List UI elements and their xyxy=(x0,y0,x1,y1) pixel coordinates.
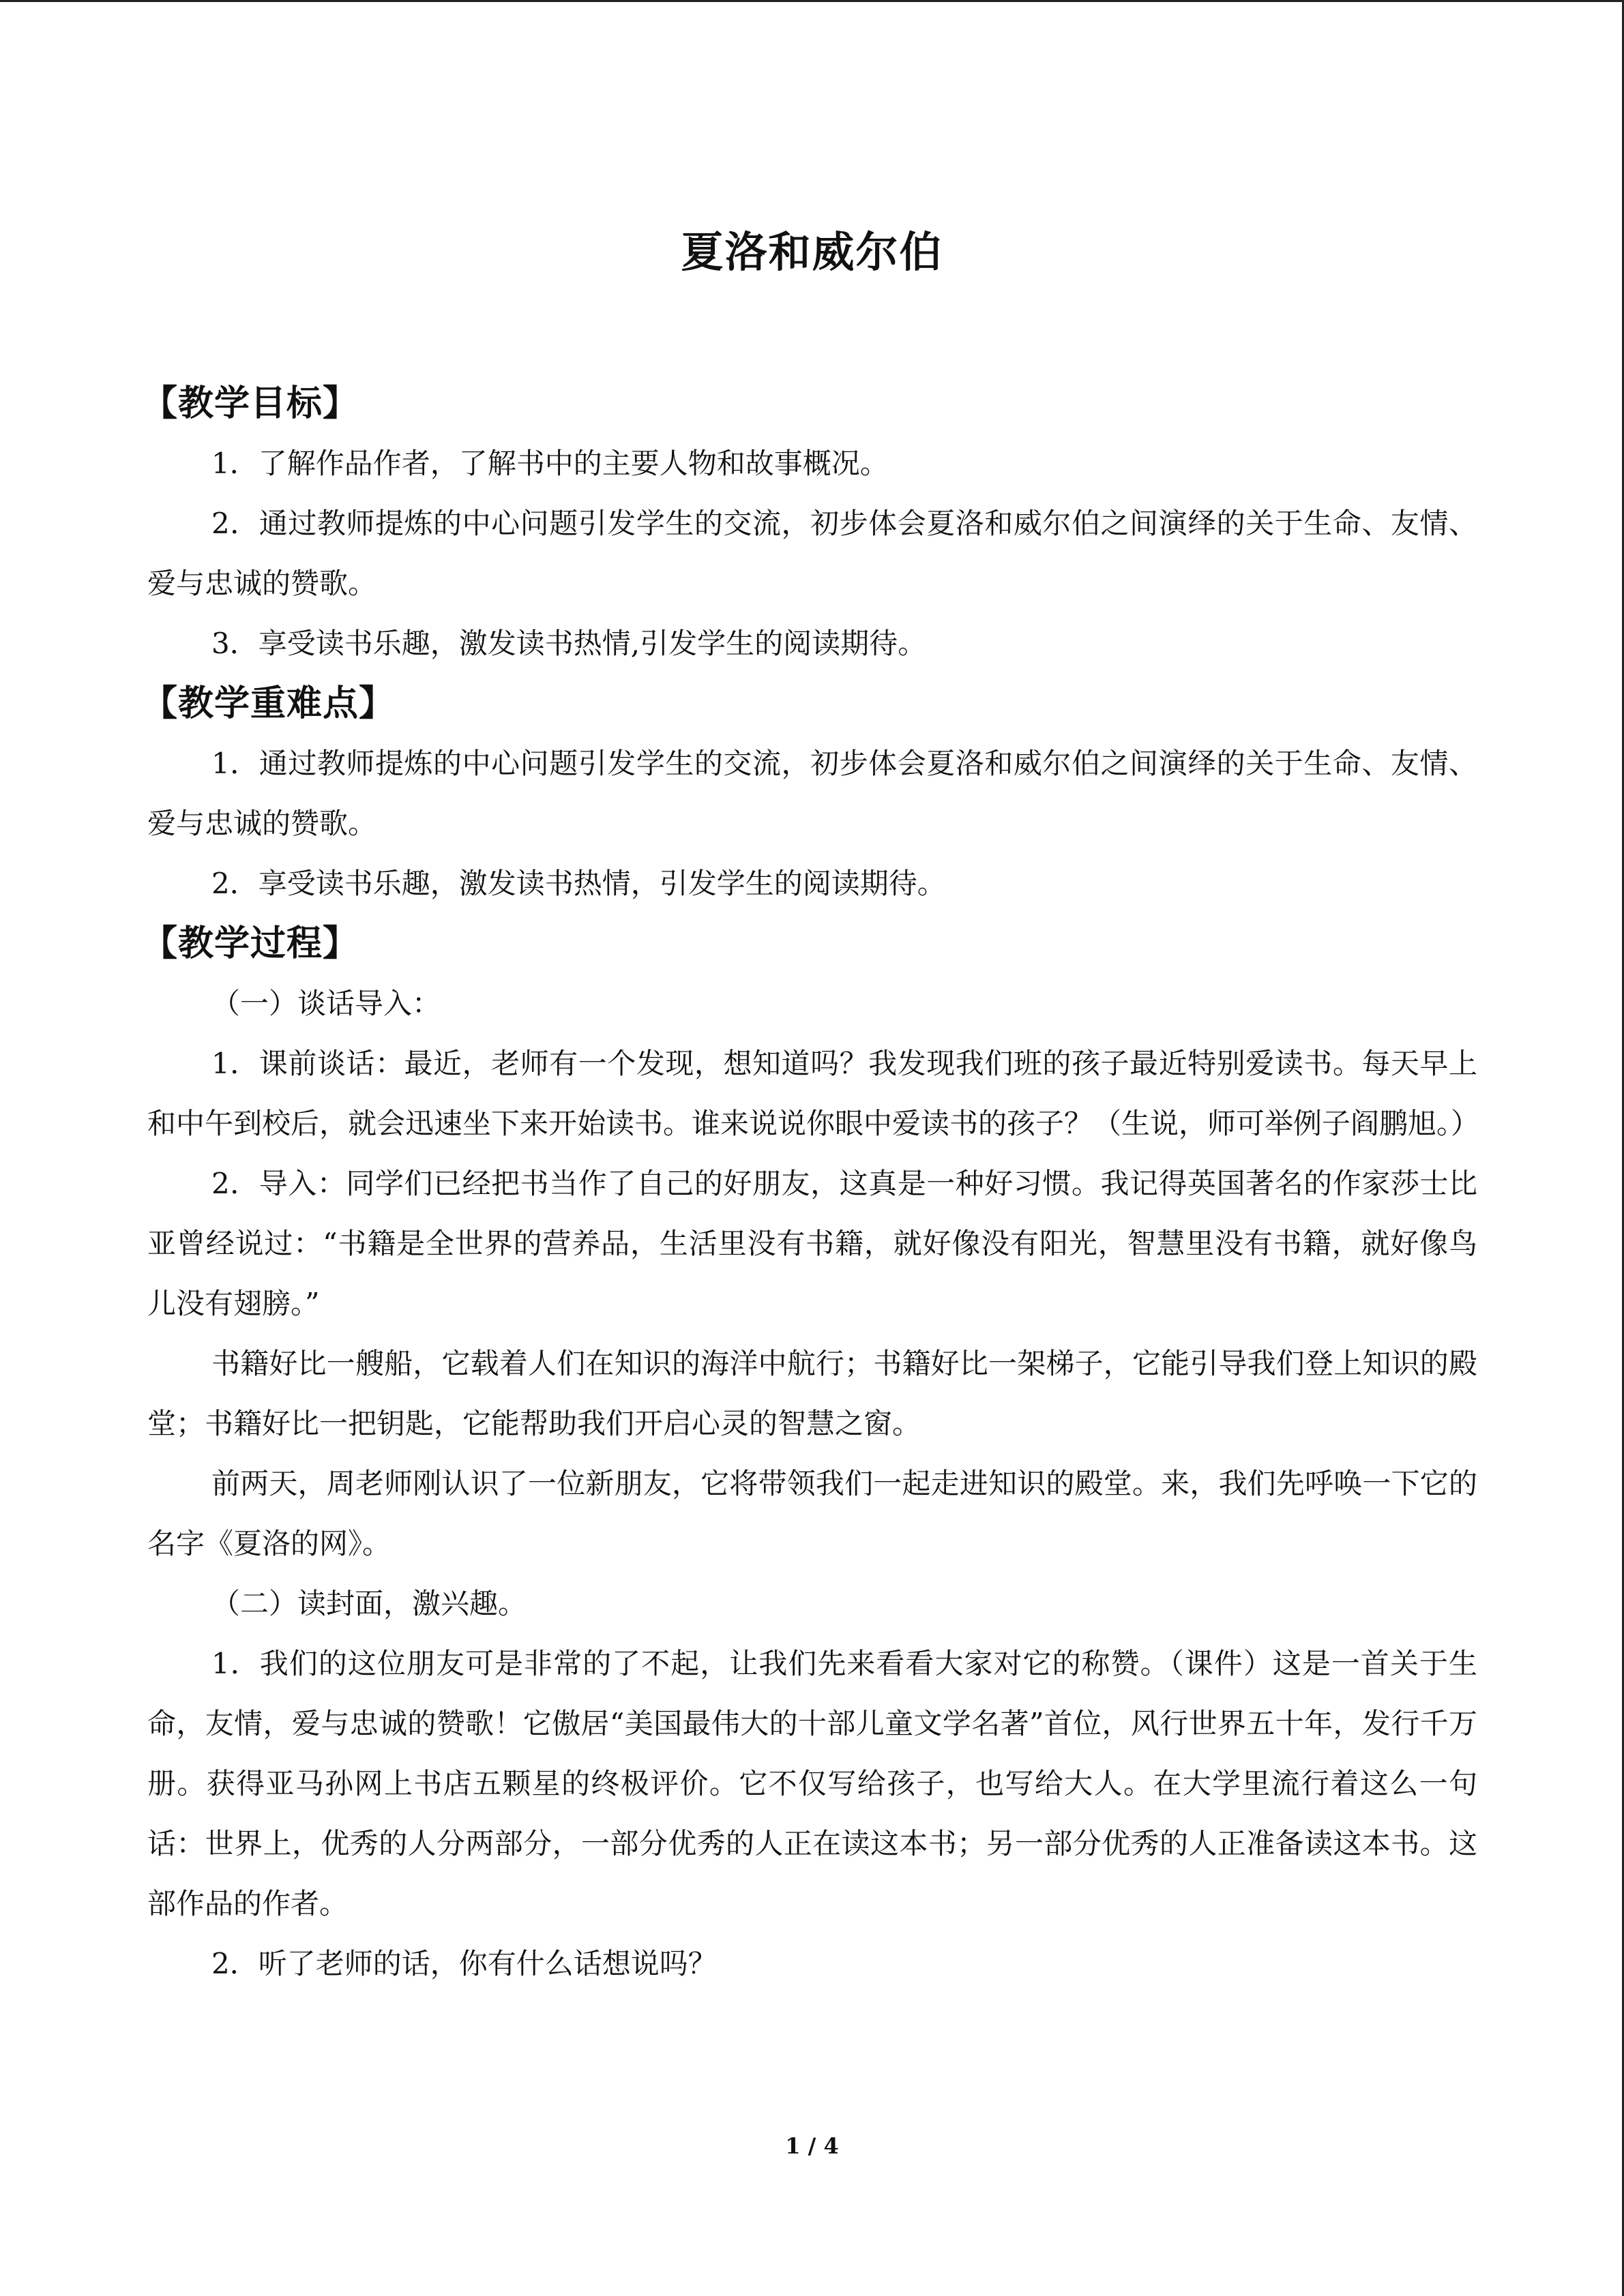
objective-item: 2．通过教师提炼的中心问题引发学生的交流，初步体会夏洛和威尔伯之间演绎的关于生命、友情、爱与忠诚的赞歌。 xyxy=(147,507,1477,600)
process-paragraph: 2．听了老师的话，你有什么话想说吗？ xyxy=(211,1947,717,1980)
section-heading-objectives: 【教学目标】 xyxy=(142,383,359,424)
document-title: 夏洛和威尔伯 xyxy=(681,227,943,277)
process-paragraph: 1．我们的这位朋友可是非常的了不起，让我们先来看看大家对它的称赞。（课件）这是一首关于生命，友情，爱与忠诚的赞歌！它傲居“美国最伟大的十部儿童文学名著”首位，风行世界五十年，发行千万册。获得亚马孙网上书店五颗星的终极评价。它不仅写给孩子，也写给大人。在大学里流行着这么一句话：世界上，优秀的人分两部分，一部分优秀的人正在读这本书；另一部分优秀的人正准备读这本书。这部作品的作者。 xyxy=(147,1647,1477,1920)
process-paragraph: 书籍好比一艘船，它载着人们在知识的海洋中航行；书籍好比一架梯子，它能引导我们登上知识的殿堂；书籍好比一把钥匙，它能帮助我们开启心灵的智慧之窗。 xyxy=(147,1347,1477,1440)
document-body xyxy=(142,374,1480,1994)
process-paragraph: 2．导入：同学们已经把书当作了自己的好朋友，这真是一种好习惯。我记得英国著名的作家莎士比亚曾经说过：“书籍是全世界的营养品，生活里没有书籍，就好像没有阳光，智慧里没有书籍，就好像鸟儿没有翅膀。” xyxy=(147,1167,1477,1320)
page-number: 1 / 4 xyxy=(785,2133,839,2159)
key-point-item: 1．通过教师提炼的中心问题引发学生的交流，初步体会夏洛和威尔伯之间演绎的关于生命、友情、爱与忠诚的赞歌。 xyxy=(147,747,1477,840)
process-paragraph: 前两天，周老师刚认识了一位新朋友，它将带领我们一起走进知识的殿堂。来，我们先呼唤一下它的名字《夏洛的网》。 xyxy=(147,1467,1477,1560)
objective-item: 1．了解作品作者，了解书中的主要人物和故事概况。 xyxy=(211,447,889,480)
objective-item: 3．享受读书乐趣，激发读书热情,引发学生的阅读期待。 xyxy=(211,627,927,660)
page-border-top xyxy=(0,0,1624,2)
process-paragraph: （一）谈话导入： xyxy=(211,987,441,1020)
section-heading-key-points: 【教学重难点】 xyxy=(142,683,396,724)
process-paragraph: （二）读封面，激兴趣。 xyxy=(211,1587,527,1620)
section-heading-process: 【教学过程】 xyxy=(142,923,359,964)
process-paragraph: 1．课前谈话：最近，老师有一个发现，想知道吗？我发现我们班的孩子最近特别爱读书。每天早上和中午到校后，就会迅速坐下来开始读书。谁来说说你眼中爱读书的孩子？（生说，师可举例子阎鹏旭。） xyxy=(147,1047,1480,1140)
key-point-item: 2．享受读书乐趣，激发读书热情，引发学生的阅读期待。 xyxy=(211,867,946,900)
